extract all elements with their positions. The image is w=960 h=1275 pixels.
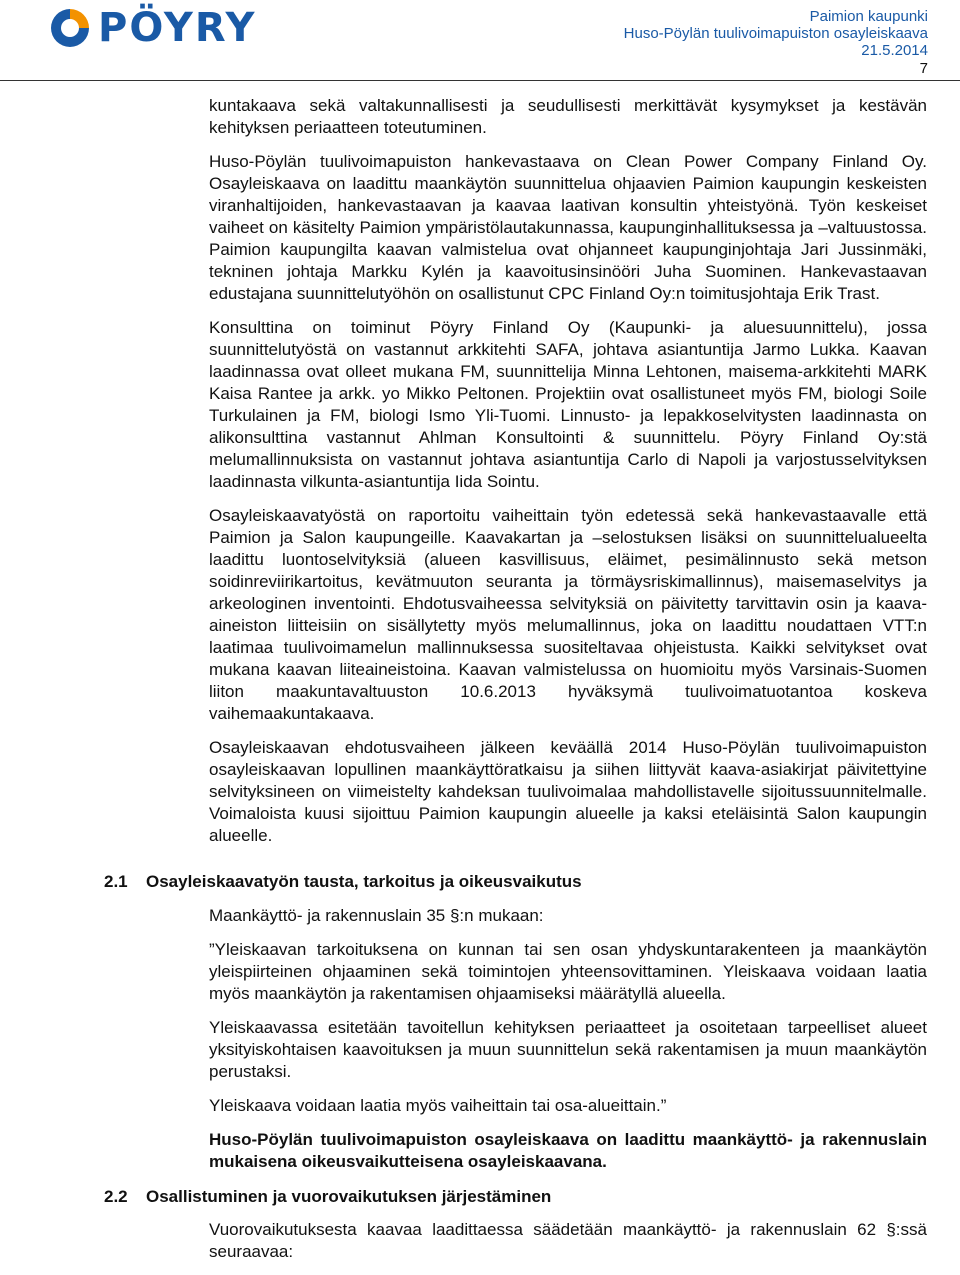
paragraph: Konsulttina on toiminut Pöyry Finland Oy (Kaupunki- ja aluesuunnittelu), jossa suunnittelutyöstä on vastannut arkkitehti SAFA, johtava asiantuntija Jarmo Lukka. Kaavan laadinnassa ovat olleet mukana FM, suunnittelija Minna Lehtonen, maisema-arkkitehti MARK Kaisa Rantee ja arkk. yo Mikko Peltonen. Projektiin ovat osallistuneet myös FM, biologi Soile Turkulainen ja FM, biologi Ismo Yli-Tuomi. Linnusto- ja lepakkoselvitysten laadinnasta on alikonsulttina vastannut Ahlman Konsultointi & suunnittelu. Pöyry Finland Oy:stä melumallinnuksista on vastannut johtava asiantuntija Carlo di Napoli ja varjostusselvityksen laadinnasta vilkunta-asiantuntija Iida Sointu. (209, 318, 927, 491)
quote-paragraph: Yleiskaavassa esitetään tavoitellun kehityksen periaatteet ja osoitetaan tarpeelliset alueet yksityiskohtaisen kaavoituksen ja muun suunnittelun sekä rakentamisen ja muun maankäytön perustaksi. (209, 1018, 927, 1081)
section-2-1-body (209, 905, 927, 1185)
paragraph: Osayleiskaavan ehdotusvaiheen jälkeen keväällä 2014 Huso-Pöylän tuulivoimapuiston osayleiskaavan lopullinen maankäyttöratkaisu ja siihen liittyvät kaava-asiakirjat päivitettyine selvityksineen on viimeistelty kahdeksan tuulivoimalaa mahdollistavelle sijoitussuunnitelmalle. Voimaloista kuusi sijoittuu Paimion kaupungin alueelle ja kaksi eteläisintä Salon kaupungin alueelle. (209, 738, 927, 845)
page-number: 7 (919, 60, 928, 77)
paragraph: kuntakaava sekä valtakunnallisesti ja seudullisesti merkittävät kysymykset ja kestävän kehityksen periaatteen toteutuminen. (209, 96, 927, 137)
header-info (624, 8, 928, 59)
paragraph: Vuorovaikutuksesta kaavaa laadittaessa säädetään maankäyttö- ja rakennuslain 62 §:ssä seuraavaa: (209, 1220, 927, 1261)
header-municipality: Paimion kaupunki (809, 8, 928, 25)
section-title: Osallistuminen ja vuorovaikutuksen järjestäminen (146, 1187, 552, 1206)
paragraph: Maankäyttö- ja rakennuslain 35 §:n mukaan: (209, 906, 544, 925)
bold-statement: Huso-Pöylän tuulivoimapuiston osayleiskaava on laadittu maankäyttö- ja rakennuslain mukaisena oikeusvaikutteisena osayleiskaavana. (209, 1130, 927, 1171)
section-number: 2.2 (104, 1187, 128, 1206)
header-divider (0, 80, 960, 81)
section-heading-2-1 (104, 872, 582, 892)
paragraph: Osayleiskaavatyöstä on raportoitu vaiheittain työn edetessä sekä hankevastaavalle että Paimion ja Salon kaupungeille. Kaavakartan ja –selostuksen lisäksi on suunnittelualueelta laadittu luontoselvityksiä (alueen kasvillisuus, eläimet, pesimälinnusto sekä metson soidinreviirikartoitus, kevätmuuton seuranta ja törmäysriskimallinnus), maisemaselvitys ja arkeologinen inventointi. Ehdotusvaiheessa selvityksiä on päivitetty tarvittavin osin ja kaava-aineiston liitteisiin on sisällytetty myös melumallinnus, joka on laadittu noudattaen VTT:n laatimaa tuulivoimamelun mallinnuksessa suositeltavaa ohjeistusta. Kaikki selvitykset ovat mukana kaavan liiteaineistoina. Kaavan valmistelussa on huomioitu myös Varsinais-Suomen liiton maakuntavaltuuston 10.6.2013 hyväksymä tuulivoimatuotantoa koskeva vaihemaakuntakaava. (209, 506, 927, 723)
section-number: 2.1 (104, 872, 128, 891)
poyry-logo (48, 6, 256, 50)
poyry-logo-icon (48, 6, 92, 50)
section-heading-2-2 (104, 1187, 551, 1207)
quote-paragraph: Yleiskaava voidaan laatia myös vaiheittain tai osa-alueittain.” (209, 1096, 667, 1115)
section-2-2-body (209, 1219, 927, 1275)
paragraph: Huso-Pöylän tuulivoimapuiston hankevastaava on Clean Power Company Finland Oy. Osayleiskaava on laadittu maankäytön suunnittelua ohjaavien Paimion kaupungin keskeisten viranhaltijoiden, hankevastaavan ja kaavaa laativan konsultin yhteistyönä. Työn keskeiset vaiheet on käsitelty Paimion ympäristölautakunnassa, kaupunginhallituksessa ja –valtuustossa. Paimion kaupungilta kaavan valmistelua ovat ohjanneet kaupunginjohtaja Jari Jussinmäki, tekninen johtaja Markku Kylén ja kaavoitusinsinööri Juha Suominen. Hankevastaavan edustajana suunnittelutyöhön on osallistunut CPC Finland Oy:n toimitusjohtaja Erik Trast. (209, 152, 927, 303)
quote-paragraph: ”Yleiskaavan tarkoituksena on kunnan tai sen osan yhdyskuntarakenteen ja maankäytön yleispiirteinen ohjaaminen sekä toimintojen yhteensovittaminen. Yleiskaava voidaan laatia myös maankäytön ja rakentamisen ohjaamiseksi määrätyllä alueella. (209, 940, 927, 1003)
intro-text (209, 95, 927, 859)
header-project: Huso-Pöylän tuulivoimapuiston osayleiskaava (623, 25, 928, 42)
header-date: 21.5.2014 (861, 42, 928, 59)
section-title: Osayleiskaavatyön tausta, tarkoitus ja oikeusvaikutus (146, 872, 582, 891)
page-header (0, 0, 960, 84)
logo-text: PÖYRY (98, 5, 257, 51)
